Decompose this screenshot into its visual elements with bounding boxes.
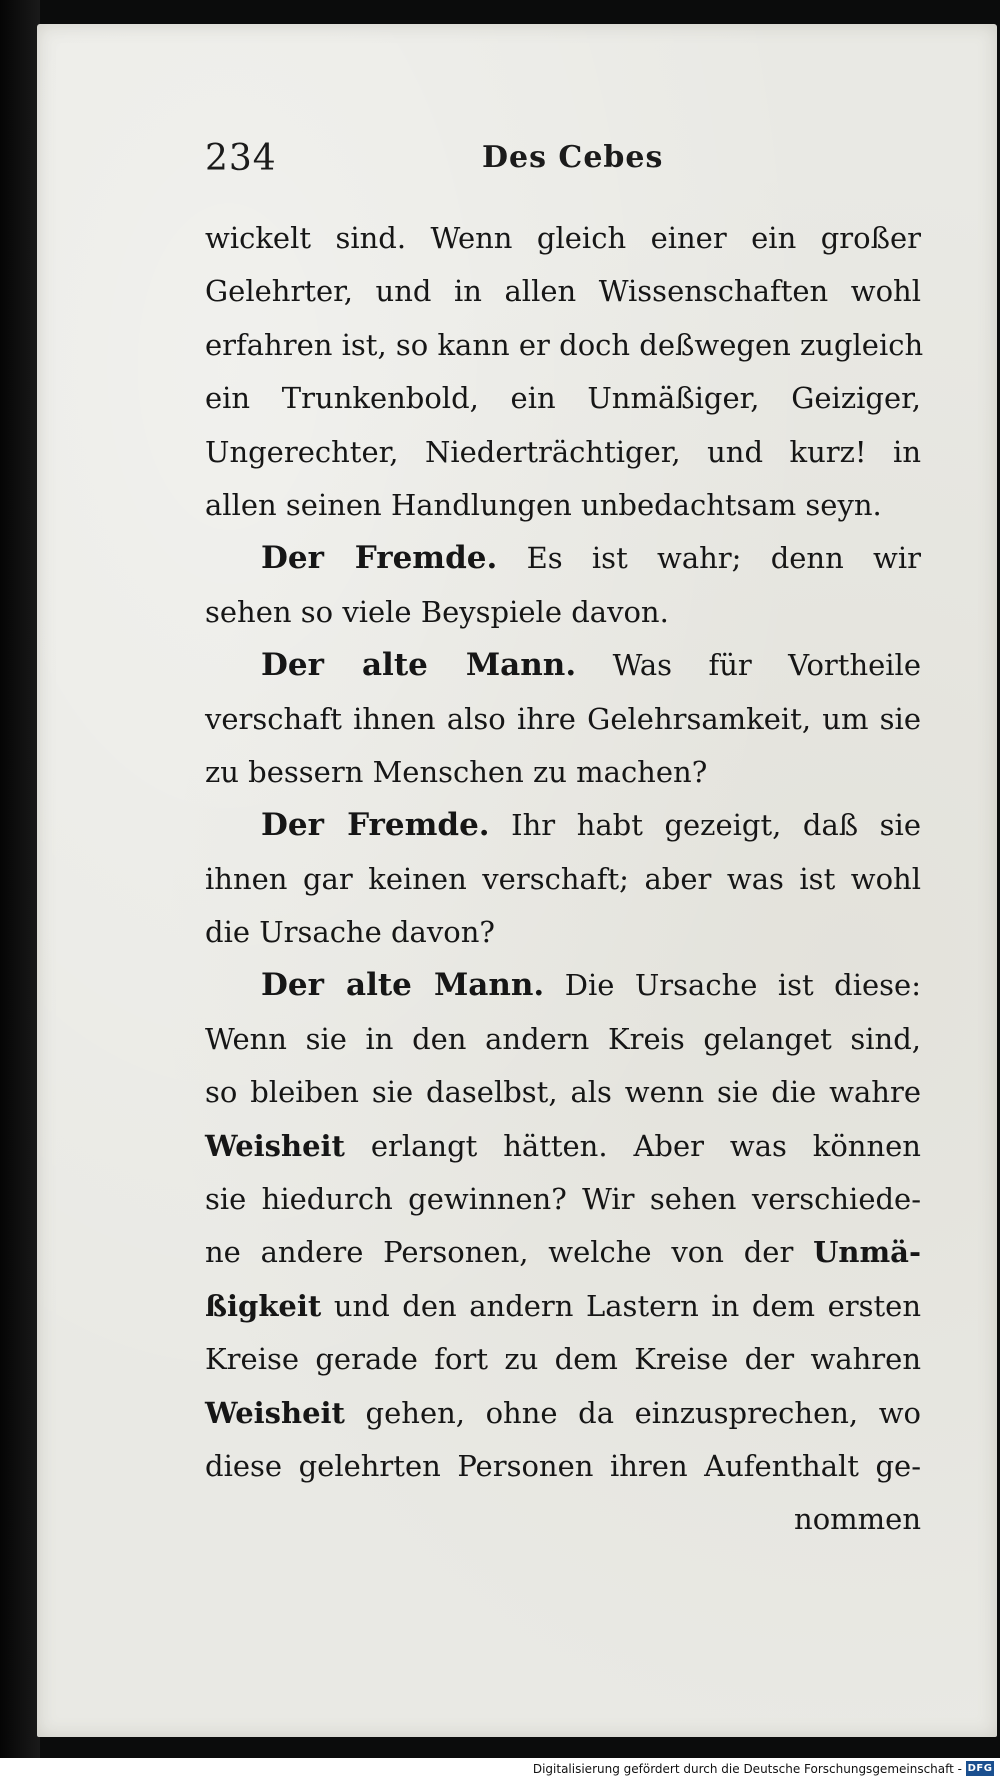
- line-text: ne andere Personen, welche von der: [205, 1235, 814, 1270]
- line-text: sehen so viele Beyspiele davon.: [205, 594, 669, 629]
- emphasized-word: Weisheit: [205, 1395, 345, 1430]
- line-text: allen seinen Handlungen unbedachtsam seyn.: [205, 487, 882, 522]
- text-line: [205, 586, 921, 639]
- text-line: [205, 959, 921, 1012]
- text-line: [205, 906, 921, 959]
- text-line: [205, 479, 921, 532]
- dfg-logo: DFG: [967, 1763, 993, 1774]
- page-number: 234: [205, 138, 277, 179]
- text-line: [205, 372, 921, 425]
- line-text: Die Ursache ist diese:: [544, 968, 921, 1003]
- line-text: gehen, ohne da einzusprechen, wo: [344, 1395, 921, 1430]
- line-text: ihnen gar keinen verschaft; aber was ist wohl: [205, 861, 921, 896]
- emphasized-word: Weisheit: [205, 1128, 345, 1163]
- text-line: [205, 1120, 921, 1173]
- text-line: [205, 212, 921, 265]
- text-line: [205, 1280, 921, 1333]
- line-text: so bleiben sie daselbst, als wenn sie die wahre: [205, 1075, 921, 1110]
- text-line: [205, 1493, 921, 1546]
- line-text: Es ist wahr; denn wir: [497, 541, 922, 576]
- line-text: Ihr habt gezeigt, daß sie: [489, 808, 921, 843]
- line-text: erlangt hätten. Aber was können: [344, 1128, 921, 1163]
- text-line: [205, 1066, 921, 1119]
- text-line: [205, 426, 921, 479]
- line-text: Was für Vortheile: [576, 648, 921, 683]
- line-text: wickelt sind. Wenn gleich einer ein großer: [205, 221, 921, 255]
- speaker-label: Der alte Mann.: [261, 967, 545, 1004]
- book-gutter-shadow: [0, 0, 40, 1781]
- text-line: [205, 1226, 921, 1279]
- line-text: nommen: [794, 1502, 921, 1537]
- line-text: und den andern Lastern in dem ersten: [321, 1288, 921, 1323]
- speaker-label: Der Fremde.: [261, 540, 498, 577]
- text-line: [205, 639, 921, 692]
- line-text: ein Trunkenbold, ein Unmäßiger, Geiziger,: [205, 381, 921, 416]
- text-line: [205, 319, 924, 372]
- speaker-label: Der alte Mann.: [261, 647, 577, 684]
- line-text: verschaft ihnen also ihre Gelehrsamkeit, um sie: [205, 701, 921, 736]
- running-head: Des Cebes: [482, 140, 664, 175]
- text-line: [205, 532, 921, 585]
- text-line: [205, 1333, 921, 1386]
- line-text: Gelehrter, und in allen Wissenschaften wohl: [205, 274, 921, 309]
- text-line: [205, 853, 921, 906]
- text-line: [205, 265, 921, 318]
- text-line: [205, 1013, 921, 1066]
- line-text: diese gelehrten Personen ihren Aufenthalt ge-: [205, 1448, 921, 1483]
- line-text: Kreise gerade fort zu dem Kreise der wahren: [205, 1342, 921, 1377]
- line-text: erfahren ist, so kann er doch deßwegen zugleich: [205, 327, 924, 362]
- line-text: zu bessern Menschen zu machen?: [205, 754, 708, 789]
- text-line: [205, 693, 921, 746]
- footer-credit: Digitalisierung gefördert durch die Deutsche Forschungsgemeinschaft -: [532, 1762, 962, 1776]
- text-line: [205, 799, 921, 852]
- line-text: Ungerechter, Niederträchtiger, und kurz! in: [205, 434, 921, 469]
- text-line: [205, 1173, 921, 1226]
- line-text: die Ursache davon?: [205, 915, 495, 950]
- body-text: [205, 212, 924, 1547]
- text-line: [205, 746, 921, 799]
- speaker-label: Der Fremde.: [261, 807, 490, 844]
- emphasized-word: ßigkeit: [205, 1288, 322, 1323]
- emphasized-word: Unmä-: [813, 1235, 921, 1270]
- text-line: [205, 1387, 921, 1440]
- line-text: sie hiedurch gewinnen? Wir sehen verschiede-: [205, 1182, 921, 1217]
- text-line: [205, 1440, 921, 1493]
- line-text: Wenn sie in den andern Kreis gelanget sind,: [205, 1021, 921, 1056]
